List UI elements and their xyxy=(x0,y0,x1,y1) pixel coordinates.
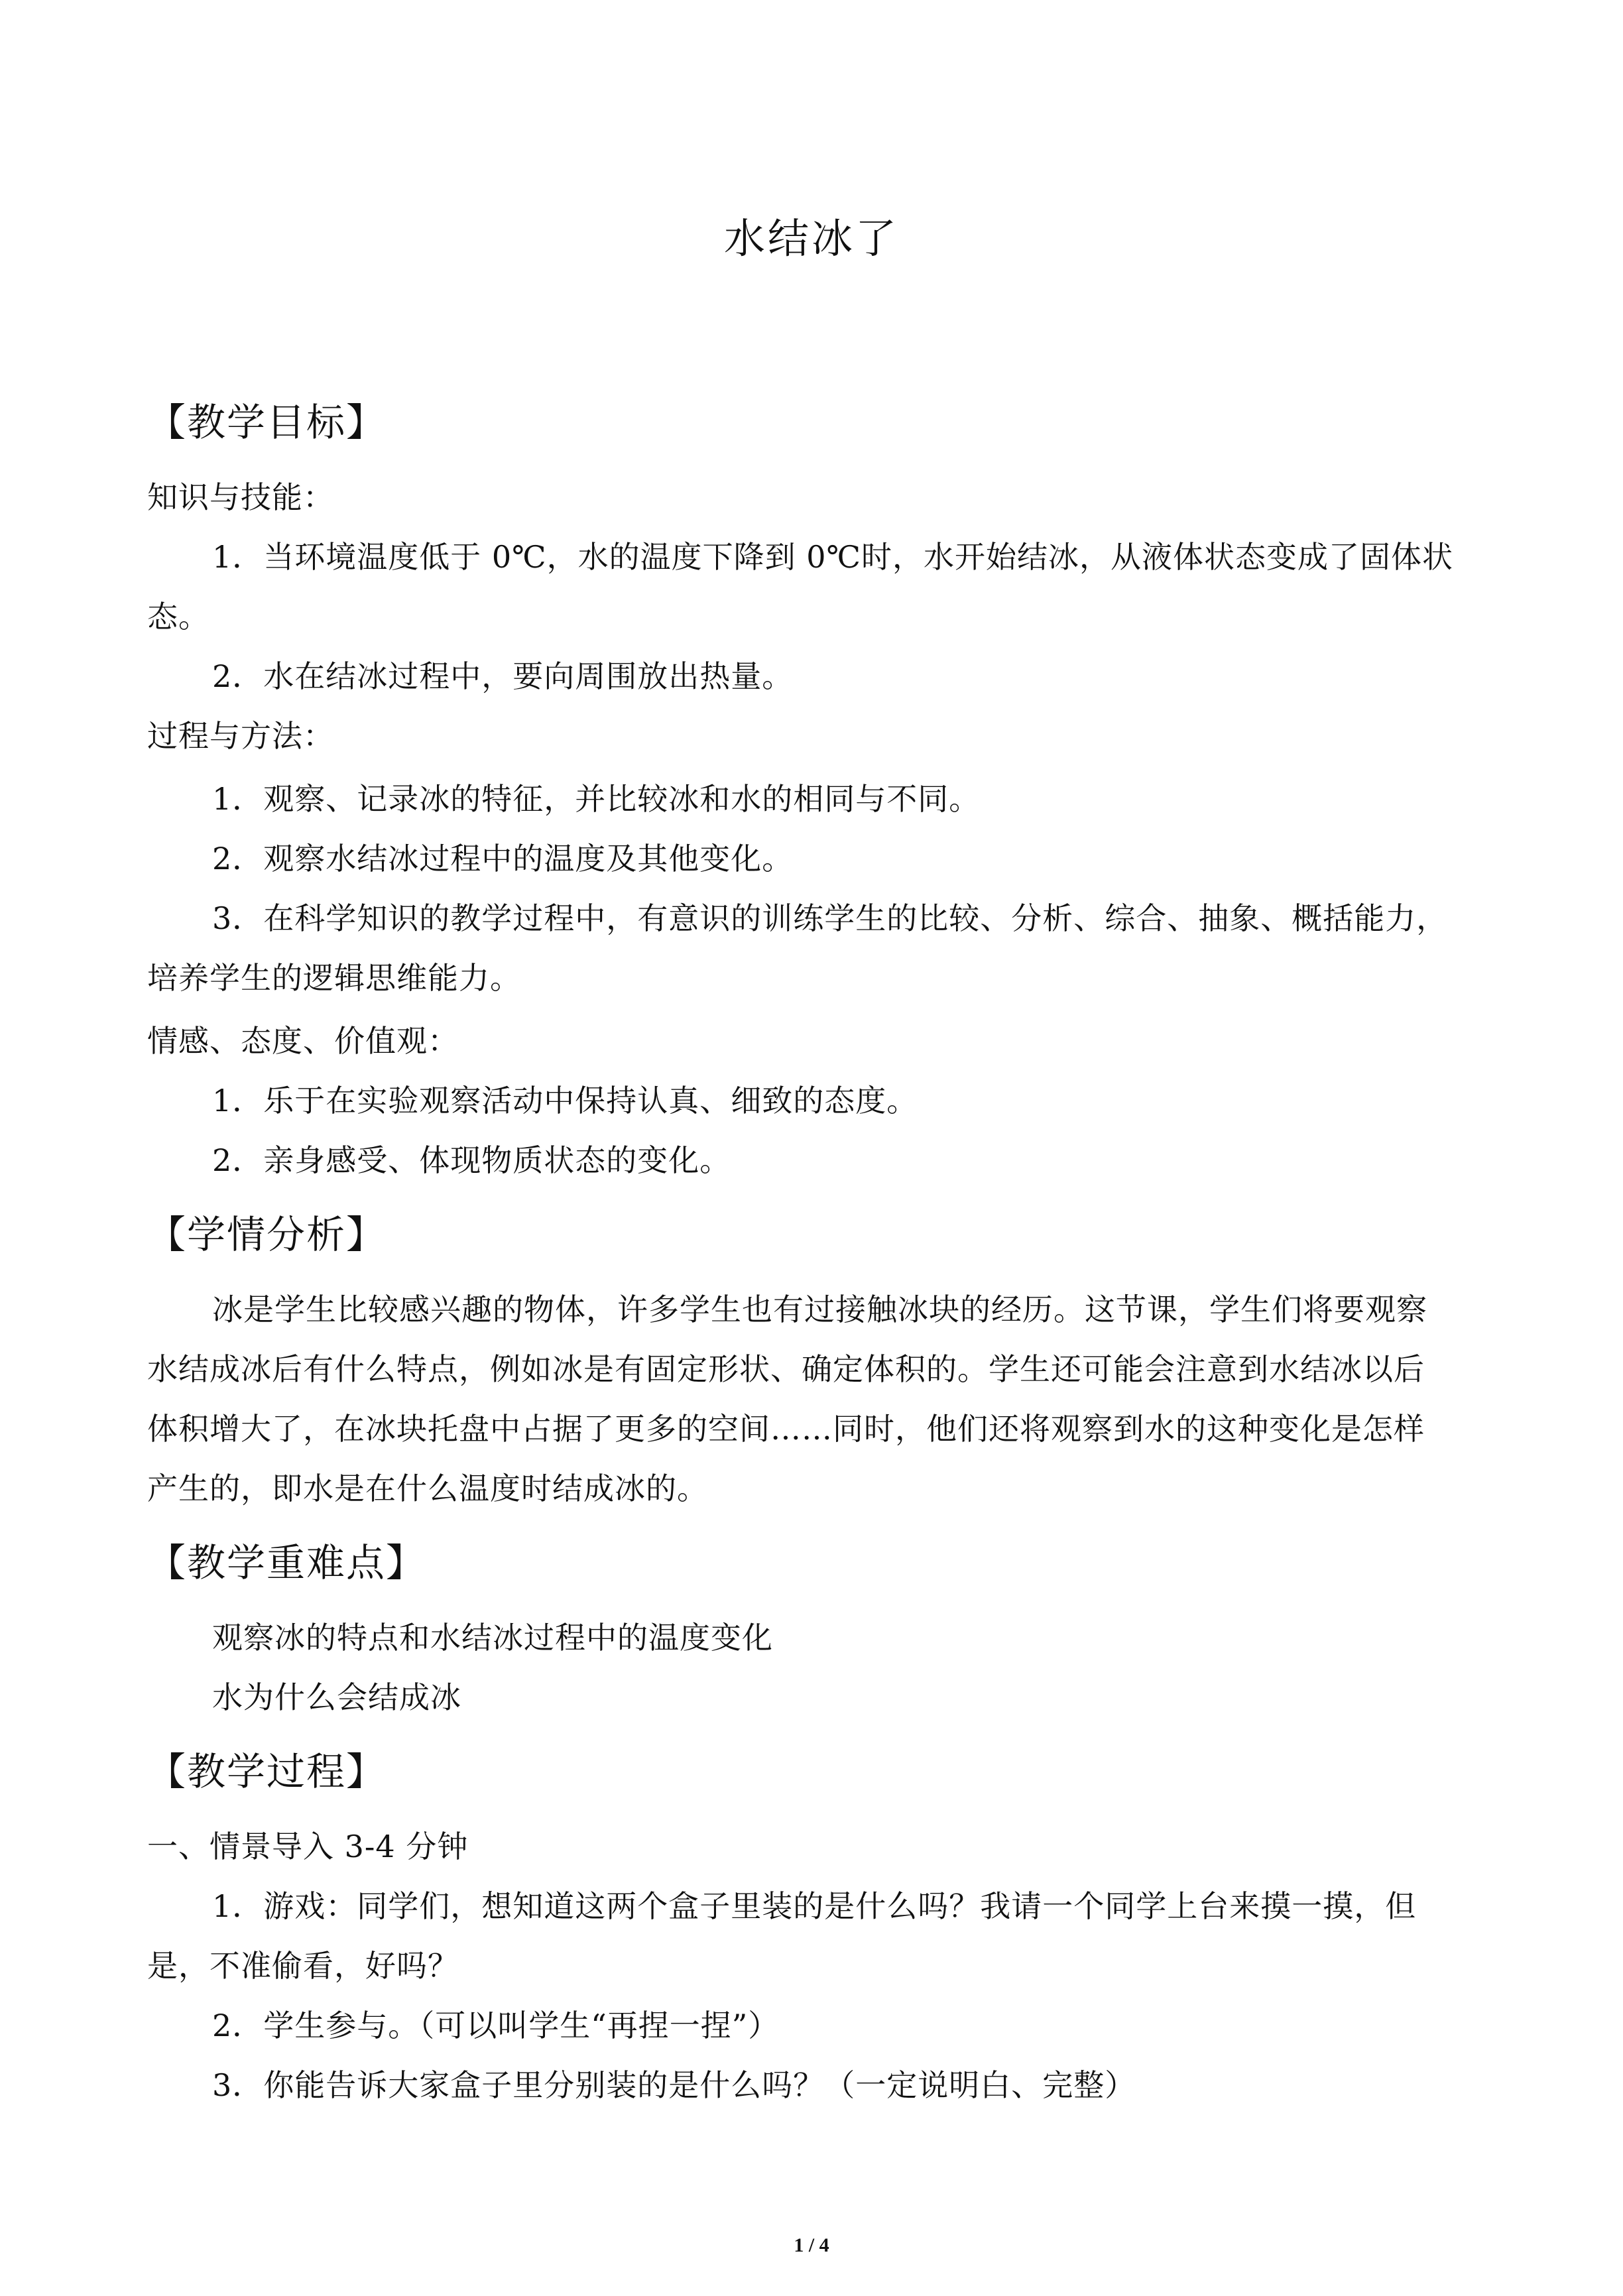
emotion-item-1: 1．乐于在实验观察活动中保持认真、细致的态度。 xyxy=(212,1083,918,1118)
knowledge-skills-label: 知识与技能： xyxy=(147,479,334,515)
process-item-1: 1．观察、记录冰的特征，并比较冰和水的相同与不同。 xyxy=(212,781,981,817)
key-point-2: 水为什么会结成冰 xyxy=(212,1679,461,1715)
key-point-1: 观察冰的特点和水结冰过程中的温度变化 xyxy=(212,1620,773,1656)
process-step-2: 2．学生参与。（可以叫学生“再捏一捏”） xyxy=(212,2008,780,2043)
process-step-1: 1．游戏：同学们，想知道这两个盒子里装的是什么吗？我请一个同学上台来摸一摸，但 xyxy=(212,1888,1417,1924)
process-item-2: 2．观察水结冰过程中的温度及其他变化。 xyxy=(212,841,794,876)
process-methods-label: 过程与方法： xyxy=(147,718,334,754)
process-step-title: 一、情景导入 3-4 分钟 xyxy=(147,1829,469,1864)
process-item-3: 3．在科学知识的教学过程中，有意识的训练学生的比较、分析、综合、抽象、概括能力， xyxy=(212,900,1448,936)
section-heading-process: 【教学过程】 xyxy=(147,1749,387,1794)
section-heading-analysis: 【学情分析】 xyxy=(147,1212,387,1257)
process-step-3: 3．你能告诉大家盒子里分别装的是什么吗？（一定说明白、完整） xyxy=(212,2067,1136,2103)
process-step-1-cont: 是，不准偷看，好吗？ xyxy=(147,1948,459,1984)
analysis-line-3: 体积增大了，在冰块托盘中占据了更多的空间……同时，他们还将观察到水的这种变化是怎样 xyxy=(147,1411,1425,1447)
section-heading-objectives: 【教学目标】 xyxy=(147,400,387,445)
knowledge-item-1: 1．当环境温度低于 0℃，水的温度下降到 0℃时，水开始结冰，从液体状态变成了固体状 xyxy=(212,539,1453,575)
knowledge-item-1-cont: 态。 xyxy=(147,599,210,634)
analysis-line-1: 冰是学生比较感兴趣的物体，许多学生也有过接触冰块的经历。这节课，学生们将要观察 xyxy=(212,1292,1427,1327)
page-number: 1 / 4 xyxy=(794,2234,829,2256)
page-title: 水结冰了 xyxy=(723,214,899,263)
emotion-item-2: 2．亲身感受、体现物质状态的变化。 xyxy=(212,1142,731,1178)
analysis-line-2: 水结成冰后有什么特点，例如冰是有固定形状、确定体积的。学生还可能会注意到水结冰以后 xyxy=(147,1351,1425,1387)
knowledge-item-2: 2．水在结冰过程中，要向周围放出热量。 xyxy=(212,658,794,694)
emotion-values-label: 情感、态度、价值观： xyxy=(147,1023,459,1059)
process-item-3-cont: 培养学生的逻辑思维能力。 xyxy=(147,960,521,996)
analysis-line-4: 产生的，即水是在什么温度时结成冰的。 xyxy=(147,1471,708,1506)
section-heading-key-points: 【教学重难点】 xyxy=(147,1540,426,1585)
